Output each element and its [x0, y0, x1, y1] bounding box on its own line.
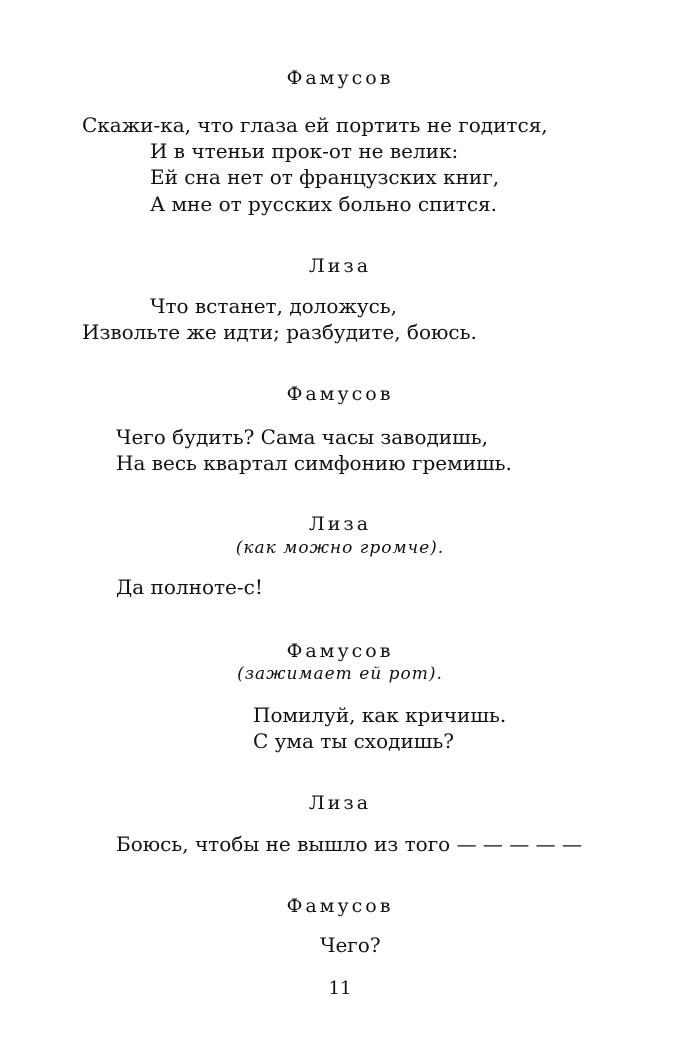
verse-line: Скажи-ка, что глаза ей портить не годится, — [82, 113, 548, 137]
verse-line: Что встанет, доложусь, — [150, 294, 398, 318]
speaker-name: Лиза — [308, 255, 372, 277]
verse-line: А мне от русских больно спится. — [150, 192, 497, 216]
stage-direction: (как можно громче). — [235, 538, 445, 558]
speaker-name: Фамусов — [286, 895, 394, 917]
speaker-name: Лиза — [308, 792, 372, 814]
stage-direction: (зажимает ей рот). — [237, 664, 443, 684]
verse-line: С ума ты сходишь? — [253, 729, 454, 753]
speaker-name: Фамусов — [286, 383, 394, 405]
speaker-name: Лиза — [308, 513, 372, 535]
speaker-name: Фамусов — [286, 67, 394, 89]
page-number: 11 — [328, 978, 352, 999]
verse-line: Да полноте-с! — [116, 575, 263, 599]
verse-line: Чего? — [320, 933, 381, 957]
verse-line: На весь квартал симфонию гремишь. — [116, 451, 512, 475]
verse-line: Извольте же идти; разбудите, боюсь. — [82, 320, 477, 344]
verse-line: Ей сна нет от французских книг, — [150, 165, 500, 189]
verse-line: Помилуй, как кричишь. — [253, 703, 507, 727]
speaker-name: Фамусов — [286, 640, 394, 662]
verse-line: И в чтеньи прок-от не велик: — [150, 139, 459, 163]
verse-line: Боюсь, чтобы не вышло из того — — — — — — [116, 832, 583, 856]
verse-line: Чего будить? Сама часы заводишь, — [116, 425, 488, 449]
